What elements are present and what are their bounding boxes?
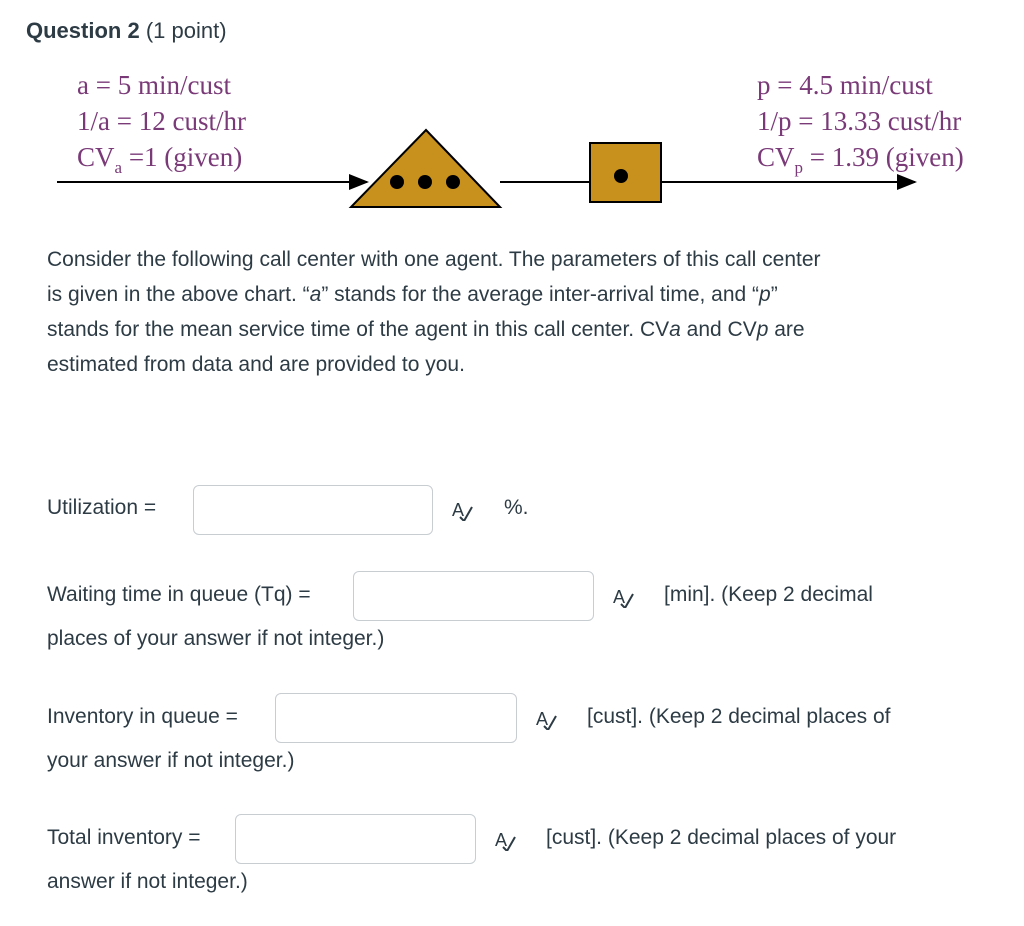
svg-text:A: A [495, 830, 508, 850]
queue-dot-1 [390, 175, 404, 189]
total-inventory-input[interactable] [235, 814, 476, 864]
arrival-time-label: a = 5 min/cust [77, 70, 231, 100]
process-time-label: p = 4.5 min/cust [757, 70, 933, 100]
question-title: Question 2 [26, 18, 140, 43]
question-description [47, 242, 947, 382]
description-line-4: estimated from data and are provided to you. [47, 353, 465, 376]
description-line-2: is given in the above chart. “a” stands for the average inter-arrival time, and “p” [47, 283, 778, 306]
spellcheck-icon [494, 829, 516, 851]
spellcheck-icon [535, 708, 557, 730]
svg-text:A: A [536, 709, 549, 729]
waiting-time-note: places of your answer if not integer.) [47, 627, 385, 650]
svg-text:A: A [452, 500, 465, 520]
total-inventory-unit: [cust]. (Keep 2 decimal places of your [546, 826, 897, 849]
call-center-diagram [55, 66, 1005, 216]
inventory-queue-label: Inventory in queue = [47, 705, 238, 728]
queue-dot-3 [446, 175, 460, 189]
process-cv-label: $CV_p = 1.39$ (given) [757, 142, 964, 177]
spellcheck-icon [612, 586, 634, 608]
question-points: (1 point) [145, 18, 227, 43]
queue-dot-2 [418, 175, 432, 189]
description-line-1: Consider the following call center with one agent. The parameters of this call center [47, 248, 821, 271]
spellcheck-icon [451, 499, 473, 521]
total-inventory-label: Total inventory = [47, 826, 201, 849]
waiting-time-input[interactable] [353, 571, 594, 621]
arrival-rate-label: 1/a = 12 cust/hr [77, 106, 246, 136]
utilization-unit: %. [504, 496, 529, 519]
utilization-input[interactable] [193, 485, 433, 535]
queue-triangle [351, 130, 500, 207]
description-line-3: stands for the mean service time of the agent in this call center. CVa and CVp are [47, 318, 805, 341]
process-rate-label: 1/p = 13.33 cust/hr [757, 106, 962, 136]
inventory-queue-note: your answer if not integer.) [47, 749, 295, 772]
inventory-queue-unit: [cust]. (Keep 2 decimal places of [587, 705, 891, 728]
arrival-cv-label: $CV_a =1$ (given) [77, 142, 243, 177]
inventory-queue-input[interactable] [275, 693, 517, 743]
question-header [26, 18, 227, 44]
total-inventory-note: answer if not integer.) [47, 870, 248, 893]
waiting-time-label: Waiting time in queue (Tq) = [47, 583, 311, 606]
utilization-label: Utilization = [47, 496, 157, 519]
waiting-time-unit: [min]. (Keep 2 decimal [664, 583, 873, 606]
server-dot [614, 169, 628, 183]
svg-text:A: A [613, 587, 626, 607]
